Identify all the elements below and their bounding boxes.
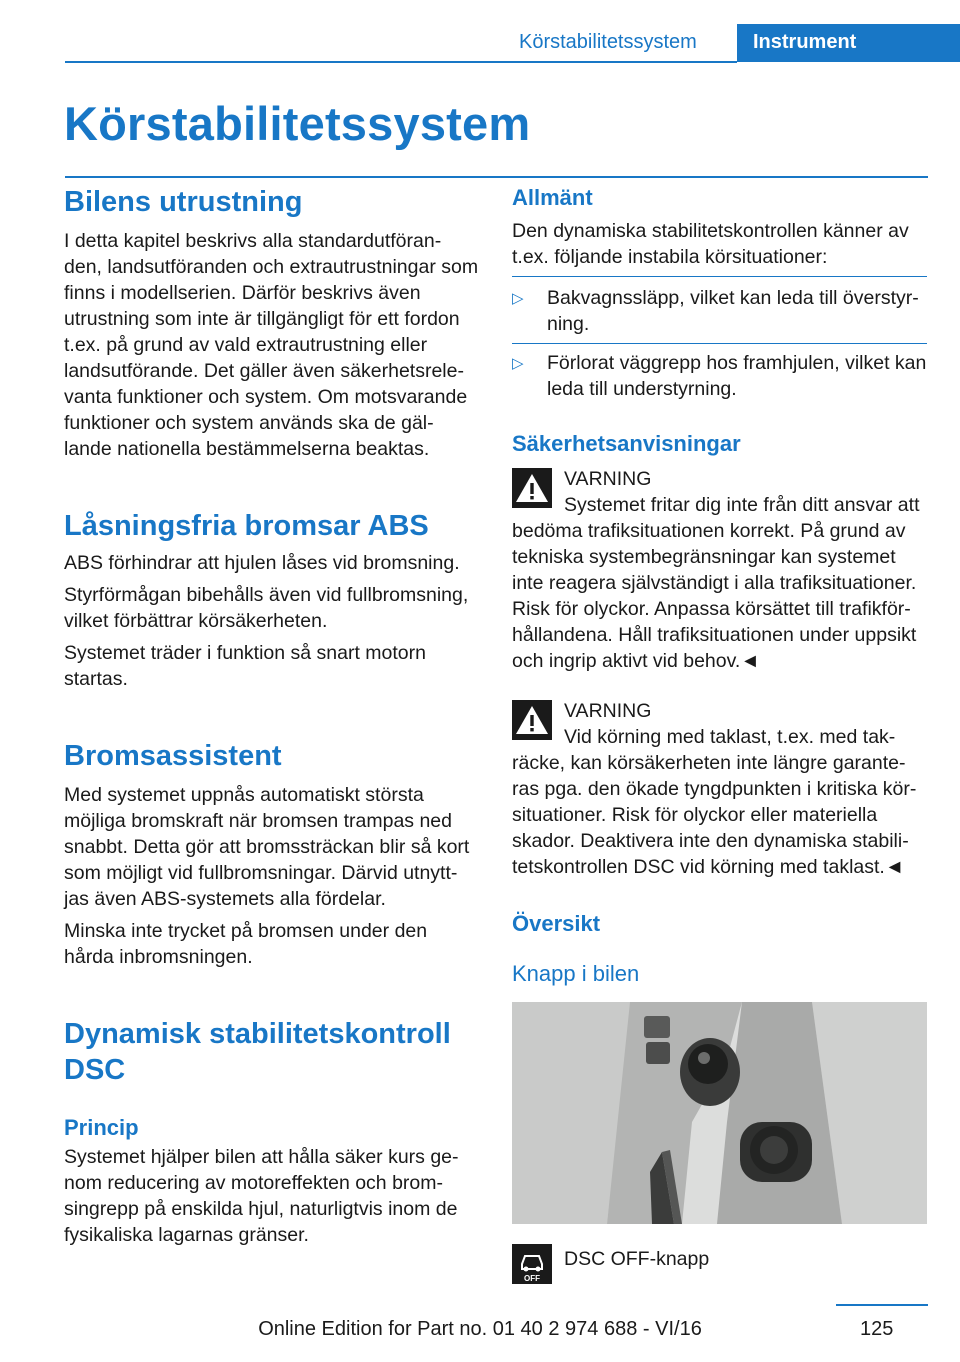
brake-assist-paragraph-2: Minska inte trycket på bromsen under den hårda inbromsningen.: [64, 920, 428, 968]
warning-block-2: [512, 698, 927, 880]
safety-heading: Säkerhetsanvisningar: [512, 431, 741, 456]
title-divider: [65, 176, 928, 178]
dsc-off-icon: [512, 1244, 552, 1284]
dsc-icon-text: OFF: [524, 1274, 540, 1283]
dsc-off-label: DSC OFF-knapp: [564, 1248, 710, 1270]
left-column: [64, 184, 479, 1248]
list-item-text: Förlorat väggrepp hos framhjulen, vilket kan leda till understyrning.: [547, 352, 927, 400]
header-divider: [65, 61, 737, 63]
bullet-triangle-icon: ▷: [512, 290, 524, 307]
warning-text: Systemet fritar dig inte från ditt ansvar att bedöma trafiksituationen korrekt. På grund av tekniska systembegränsningar kan systemet inte reagera självständigt i alla trafiksituationer. Risk för olyckor. Anpassa körsättet till trafikför‐hållandena. Håll trafiksituationen under uppsikt och ingrip aktivt vid behov.◄: [512, 494, 920, 672]
general-text: Den dynamiska stabilitetskontrollen känner av t.ex. följande instabila körsituationer:: [512, 220, 909, 268]
warning-triangle-icon: [512, 468, 552, 508]
equipment-heading: Bilens utrustning: [64, 186, 303, 218]
general-heading: Allmänt: [512, 185, 593, 210]
button-heading: Knapp i bilen: [512, 961, 640, 986]
warning-triangle-icon: [512, 700, 552, 740]
principle-heading: Princip: [64, 1115, 139, 1140]
warning-text: Vid körning med taklast, t.ex. med tak‐räcke, kan körsäkerheten inte längre garante‐ras pga. den ökade tyngdpunkten i kritiska kör‐situationer. Risk för olyckor eller materiella skador. Deaktivera inte den dynamiska stabili‐tetskontrollen DSC vid körning med taklast.◄: [512, 726, 917, 878]
equipment-text: I detta kapitel beskrivs alla standardutföran‐den, landsutföranden och extrautrustningar som finns i modellserien. Därför beskrivs även utrustning som inte är tillgängligt för ett fordon t.ex. på grund av vald extrautrustning eller landsutförande. Det gäller även säkerhetsrele‐vanta funktioner och system. Om motsvarande funktioner och system används ska de gäl‐lande nationella bestämmelserna beaktas.: [64, 230, 479, 460]
principle-text: Systemet hjälper bilen att hålla säker kurs ge‐nom reducering av motoreffekten och brom‐singrepp på enskilda hjul, naturligtvis inom de fysikaliska lagarnas gränser.: [64, 1146, 459, 1246]
header-chapter-tab: Instrument: [737, 24, 960, 62]
overview-heading: Översikt: [512, 911, 601, 936]
warning-label: VARNING: [564, 468, 652, 490]
brake-assist-paragraph-1: Med systemet uppnås automatiskt största möjliga bromskraft när bromsen trampas ned snabbt. Detta gör att bromssträckan blir så kort som möjligt vid fullbromsningar. Därvid utnytt‐jas även ABS-systemets alla fördelar.: [64, 784, 470, 910]
dsc-heading: Dynamisk stabilitetskontroll DSC: [64, 1018, 451, 1086]
list-item: [512, 285, 927, 344]
dsc-off-button-row: [512, 1242, 927, 1290]
warning-block-1: [512, 466, 927, 674]
warning-label: VARNING: [564, 700, 652, 722]
abs-paragraph-1: ABS förhindrar att hjulen låses vid bromsning.: [64, 552, 460, 574]
instability-list: [512, 276, 927, 402]
abs-paragraph-3: Systemet träder i funktion så snart motorn startas.: [64, 642, 426, 690]
list-item: [512, 350, 927, 402]
brake-assist-heading: Bromsassistent: [64, 740, 282, 772]
header-section-title: Körstabilitetssystem: [519, 31, 697, 53]
right-column: [512, 184, 927, 1290]
page-number: 125: [860, 1318, 894, 1340]
footer-edition: Online Edition for Part no. 01 40 2 974 688 - VI/16: [258, 1318, 702, 1340]
list-item-text: Bakvagnssläpp, vilket kan leda till överstyr‐ning.: [547, 287, 919, 335]
abs-heading: Låsningsfria bromsar ABS: [64, 510, 429, 542]
page-title: Körstabilitetssystem: [64, 97, 531, 150]
list-divider: [512, 343, 927, 344]
bullet-triangle-icon: ▷: [512, 355, 524, 372]
running-header: [0, 24, 960, 62]
footer-divider: [836, 1304, 928, 1306]
abs-paragraph-2: Styrförmågan bibehålls även vid fullbromsning, vilket förbättrar körsäkerheten.: [64, 584, 469, 632]
dsc-button-photo: [512, 1002, 927, 1224]
